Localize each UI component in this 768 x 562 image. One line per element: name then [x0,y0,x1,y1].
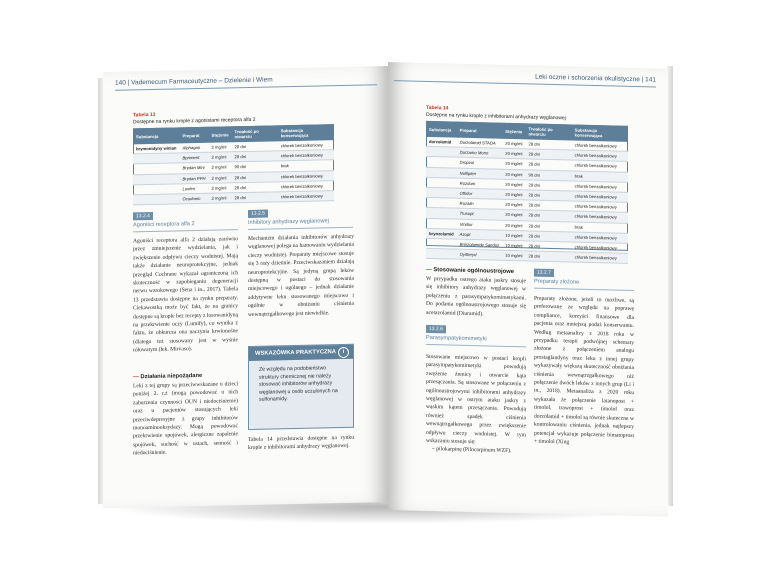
section-rule [426,344,526,347]
table-cell: chlorek benzalkoniowy [278,150,334,161]
table-cell: brak [572,221,628,233]
table-cell: 28 dni [525,139,571,150]
table-cell: 20 mg/ml [502,139,525,149]
table-cell [426,238,457,249]
table-cell: 28 dni [232,171,278,182]
subheading-side-effects-text: Działania niepożądane [140,372,203,381]
table-cell: chlorek benzalkoniowy [572,160,628,172]
section-number: 13.2.7 [534,269,554,277]
body-paragraph: Mechanizm działania inhibitorów anhydrazy węglanowej polega na hamowaniu wydzielania cieczy wodnistej. Preparaty miejscowe stosuje się 3 razy dziennie. Przeciwskazaniem działają neuroprotekcyjne. Są jedyną grupą leków dostępną w postaci do stosowania miejscowego i ogólnego – jednak działanie addytywne leku stosowanego miejscowo i ogólnie w obniżaniu ciśnienia wewnątrzgałkowego jest niewielkie. [248,233,354,318]
table-cell: 28 dni [525,159,571,170]
table-cell [426,147,457,158]
table-cell: Nolfiplen [457,168,503,179]
table-cell: chlorek benzalkoniowy [572,242,628,254]
practical-tip-box [248,344,354,430]
table-header-cell: Preparat [457,122,503,139]
table-cell: Dorzolamid STADA [457,138,503,149]
table-cell: Alphagan [180,143,209,153]
right-column-1-more [426,353,526,456]
section-number: 13.2.4 [133,212,153,220]
section-title: Inhibitory anhydrazy węglanowej [248,218,329,226]
table-header-cell: Substancja konserwująca [572,124,628,141]
table-cell: 20 mg/ml [502,159,525,170]
table-cell: 2 mg/ml [209,162,232,173]
table-cell: 28 dni [232,141,278,152]
table-cell: Ocudonin [180,193,209,204]
table-cell: Trusopt [457,208,503,219]
table-cell: chlorek benzalkoniowy [278,191,334,202]
table-cell [426,187,457,198]
subheading-systemic-use-text: Stosowanie ogólnoustrojowe [433,267,514,276]
table-cell: Oyitteryd [457,249,503,260]
table-cell [426,157,457,168]
left-column-2-text [248,233,354,319]
body-paragraph: Leki z tej grupy są przeciwwskazane u dzieci poniżej 2. r.ż (mogą powodować u nich zaburzenia czynności OUN i niedociśnienie) oraz u pacjentów stosujących leki przeciwdepresyjne z grupy inhibitorów monoaminooksydazy. Mogą powodować przekrwienie spojówek, alergiczne zapalenie spojówek, suchość w ustach, senność i niedociśnienie. [133,381,238,457]
bullet-item: – pilokarpinę (Pilocarpinum WZF). [432,446,512,455]
table-header-cell: Substancja [133,127,180,144]
table-cell: 20 mg/ml [502,220,525,231]
table-cell: 28 dni [525,231,571,242]
table-cell: chlorek benzalkoniowy [572,191,628,203]
table-cell: Oftidor [457,188,503,199]
table-cell: Azopt [457,229,503,240]
body-paragraph: Tabela 14 przedstawia dostępne na rynku krople z inhibitorami anhydrazy węglanowej. [248,434,354,452]
table-cell: 20 mg/ml [502,189,525,200]
table-cell: chlorek benzalkoniowy [278,170,334,181]
table-cell: brak [278,160,334,171]
table-header-cell: Stężenie [209,126,232,142]
left-column-2-tail [248,434,354,453]
subheading-side-effects: — Działania niepożądane [133,372,203,381]
section-rule [248,227,353,230]
table-cell: Bpriment [180,152,209,163]
table-cell: chlorek benzalkoniowy [572,201,628,213]
table-header-cell: Substancja konserwująca [278,124,334,141]
table-cell: 20 mg/ml [502,210,525,221]
table-cell: chlorek benzalkoniowy [572,181,628,193]
table-cell [133,194,180,205]
section-title: Agoniści receptora alfa 2 [133,221,195,229]
table-cell: chlorek benzalkoniowy [572,211,628,223]
left-column-1-effects [133,380,238,458]
table-header-cell: Trwałość po otwarciu [232,125,278,142]
left-page-header: 140 | Vademecum Farmaceutyczne – Dzielenie i Wiem [115,76,273,87]
body-paragraph: Agoniści receptora alfa 2 działają zarówno przez zmniejszenie wydzielania, jak i zwiększenie odpływu cieczy wodnistej. Mają także działanie neuroprotekcyjne, jednak przegląd Cochrane wykazał ograniczoną ich skuteczność w zapobieganiu degeneracji nerwu wzrokowego (Sena i in., 2017). Tabela 13 przedstawia dostępne na rynku preparaty. Ciekawostką może być fakt, że na granicy dostępne są krople bez recepty z łosowanidyną na przekrwienie oczy (Lumify), co wynika z faktu, że obkurcza ona naczynia krwionośne (dlatego też stosowany jest w wyśnie rółowatym (łek. Mirvaso). [133,236,239,354]
practical-tip-title: WSKAZÓWKA PRAKTYCZNA [255,349,336,357]
right-column-2-text [534,295,634,449]
table-cell: Dorzamo Mono [457,147,503,158]
table-cell: 28 dni [525,200,571,211]
table-cell: 20 mg/ml [502,169,525,180]
table-cell: 28 dni [525,149,571,160]
table-cell: Luxfen [180,183,209,194]
table-cell: 10 mg/ml [502,240,525,251]
table-cell: Dropzol [457,158,503,169]
table-cell: Rozalin [457,198,503,209]
table-cell: Rozdum [457,178,503,189]
table-13-label: Tabela 13 [133,111,156,119]
section-title: Parasympatykomimetyki [426,334,487,343]
section-number: 13.2.5 [248,210,268,218]
table-cell: 2 mg/ml [209,172,232,183]
right-page-header: Leki oczne i schorzenia okulistyczne | 141 [535,73,656,84]
table-cell: 2 mg/ml [209,193,232,204]
table-cell: 28 dni [525,241,571,252]
table-cell: 10 mg/ml [502,250,525,261]
table-cell: Brydan PPH [180,173,209,184]
section-rule [534,288,634,291]
table-cell: 28 dni [232,182,278,193]
table-cell: 28 dni [232,192,278,203]
left-column-1-text [133,235,238,355]
table-cell [426,177,457,188]
table-cell: brynzolamid [426,228,457,239]
table-cell: chlorek benzalkoniowy [572,252,628,264]
table-13-title: Dostępne na rynku krople z agonistami receptora alfa 2 [133,116,256,126]
table-cell: 28 dni [525,190,571,201]
right-page [388,62,668,517]
table-cell: 2 mg/ml [209,183,232,194]
practical-tip-text: Ze względu na podobieństwo struktury chemicznej nie należy stosować inhibitorów anhydrazy węglanowej u osób uczulonych na sulfonamidy. [259,365,338,404]
table-header-cell: Substancja [426,121,457,138]
body-paragraph: W przypadku ostrego ataku jaskry stosuje się inhibitory anhydrazy węglanowej w połączeniu z parasympatykomimetykami. Do podania ogólnoustrojowego stosuje się acetazolamid (Diuramid). [426,275,526,317]
table-cell [426,208,457,219]
table-cell: dorzolamid [426,137,457,147]
table-cell: 28 dni [525,210,571,221]
table-cell: 20 mg/ml [502,148,525,159]
table-cell: 28 dni [525,180,571,191]
table-cell [426,167,457,178]
table-cell: brak [572,171,628,183]
table-cell [426,218,457,229]
section-rule [133,229,238,232]
table-cell: 90 dni [525,169,571,180]
table-cell: 2 mg/ml [209,142,232,152]
table-cell: chlorek benzalkoniowy [572,150,628,162]
body-paragraph: Preparaty złożone, jeżeli to możliwe, są preferowane ze względu na poprawę compliance, korzyści finansowe dla pacjenta oraz mniejszą podaż konserwantu. Według metaanalizy z 2018 roku w przypadku terapii podwójnej schematy złożone z połączeniem analogu prostaglandyny oraz leku z innej grupy wykazywały większą skuteczność obniżania ciśnienia wewnątrzgałkowego niż połączenie dwóch leków z innych grup (Li i in., 2018). Metaanaliza z 2020 roku wykazała że połączenie latanopost + timolol, trawoprost + timolol oraz dorzolamid + timolol są równie skuteczne w kontrolowaniu ciśnienia, jednak najlepszy potencjał wykazuje połączenie bimatoprost + timolol (Xing [534,295,634,446]
info-icon: i [338,347,349,358]
table-cell: 20 mg/ml [502,199,525,210]
table-cell [426,198,457,209]
left-page [103,66,388,508]
table-14-title: Dostępne na rynku krople z inhibitorami anhydrazy węglanowej [426,111,566,122]
table-cell: chlorek benzalkoniowy [572,140,628,151]
table-cell: 10 mg/ml [502,230,525,241]
table-header-cell: Stężenie [502,123,525,140]
table-cell: 90 dni [232,161,278,172]
table-13 [133,124,334,205]
body-paragraph: Stosowane miejscowo w postaci kropli parasympatykomimetyki powodują zwężenie źrenicy i otwarcie kąta przesączania. Są stosowane w połączeniu z ogólnoustrojowymi inhibitorami anhydrazy węglanowej w ostrym ataku jaskry z wąskim kątem przesączania. Powodują również spadek ciśnienia wewnątrzgałkowego przez zwiększenie odpływu cieczy wodnistej. W tym wskazaniu stosuje się: [426,353,526,446]
table-cell: Brinzolamide Sandoz [457,239,503,250]
table-14-label: Tabela 14 [426,104,449,112]
table-cell: chlorek benzalkoniowy [278,140,334,151]
table-cell: Brydan Mini [180,163,209,174]
table-cell [426,248,457,259]
table-14 [426,121,628,264]
table-header-cell: Preparat [180,127,209,144]
table-cell: 20 mg/ml [502,179,525,190]
section-number: 13.2.6 [426,325,446,333]
table-cell: brymonidyny winian [133,143,180,154]
table-cell: Vindior [457,219,503,230]
table-header-cell: Trwałość po otwarciu [525,123,571,140]
section-title: Preparaty złożone [534,278,580,286]
right-column-1-text [426,275,526,319]
table-cell: 2 mg/ml [209,152,232,163]
practical-tip-header [249,345,353,361]
table-cell: 28 dni [525,251,571,262]
table-cell: chlorek benzalkoniowy [572,232,628,244]
table-cell: chlorek benzalkoniowy [278,180,334,191]
table-cell: 28 dni [232,151,278,162]
table-cell: 28 dni [525,220,571,231]
subheading-systemic-use: — Stosowanie ogólnoustrojowe [426,266,514,276]
